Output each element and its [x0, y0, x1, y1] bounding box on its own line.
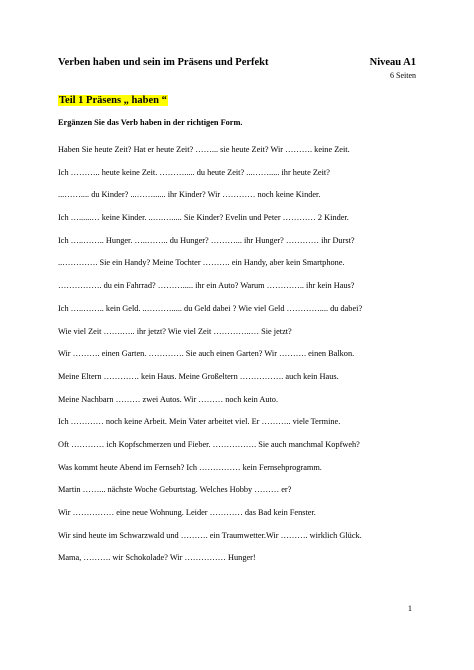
exercise-line: Was kommt heute Abend im Fernseh? Ich …………… kein Fernsehprogramm. — [58, 462, 322, 472]
exercise-line: ...…….... du Kinder? ...……...... ihr Kinder? Wir ………… noch keine Kinder. — [58, 190, 321, 200]
document-title: Verben haben und sein im Präsens und Perfekt — [58, 57, 269, 68]
exercise-line: Wir sind heute im Schwarzwald und ………. ein Traumwetter.Wir ………. wirklich Glück. — [58, 530, 362, 540]
exercise-line: Meine Eltern …………. kein Haus. Meine Großeltern ……………. auch kein Haus. — [58, 371, 339, 381]
exercise-line: Mama, ………. wir Schokolade? Wir …………… Hunger! — [58, 553, 256, 563]
section-title: Teil 1 Präsens „ haben “ — [59, 95, 167, 106]
exercise-line: ..…………. Sie ein Handy? Meine Tochter ………. ein Handy, aber kein Smartphone. — [58, 258, 345, 268]
exercise-line: Haben Sie heute Zeit? Hat er heute Zeit? ……... sie heute Zeit? Wir ………. keine Zeit. — [58, 145, 350, 154]
exercise-line: Ich …..…….. kein Geld. ..………..... du Geld dabei ? Wie viel Geld ………….... du dabei? — [58, 303, 363, 313]
exercise-line: ……………. du ein Fahrrad? ………..... ihr ein Auto? Warum ………….. ihr kein Haus? — [58, 281, 355, 291]
exercise-line: Wie viel Zeit …….….. ihr jetzt? Wie viel Zeit …………..… Sie jetzt? — [58, 326, 292, 336]
exercise-line: Martin ……... nächste Woche Geburtstag. Welches Hobby ……… er? — [58, 485, 292, 495]
exercise-line: Ich ………… noch keine Arbeit. Mein Vater arbeitet viel. Er ……….. viele Termine. — [58, 417, 341, 427]
exercise-line: Wir …………… eine neue Wohnung. Leider ………… das Bad kein Fenster. — [58, 508, 316, 517]
exercise-line: Oft ………… ich Kopfschmerzen und Fieber. ……………. Sie auch manchmal Kopfweh? — [58, 439, 360, 449]
exercise-line: Meine Nachbarn ……… zwei Autos. Wir ……… noch kein Auto. — [58, 394, 279, 404]
page-number: 1 — [407, 604, 412, 613]
exercise-line: Wir ………. einen Garten. …………. Sie auch einen Garten? Wir ………. einen Balkon. — [58, 349, 355, 359]
exercise-lines — [58, 144, 422, 575]
page-count: 6 Seiten — [390, 71, 416, 80]
exercise-line: Ich ……….. heute keine Zeit. ………..... du heute Zeit? ...……..... ihr heute Zeit? — [58, 167, 330, 177]
exercise-line: Ich …..…….. Hunger. …..…….. du Hunger? ………... ihr Hunger? ………… ihr Durst? — [58, 235, 355, 245]
section-instruction: Ergänzen Sie das Verb haben in der richtigen Form. — [58, 118, 243, 127]
exercise-line: Ich …......… keine Kinder. ..….…..... Sie Kinder? Evelin und Peter ………… 2 Kinder. — [58, 213, 349, 223]
level-label: Niveau A1 — [369, 57, 416, 68]
